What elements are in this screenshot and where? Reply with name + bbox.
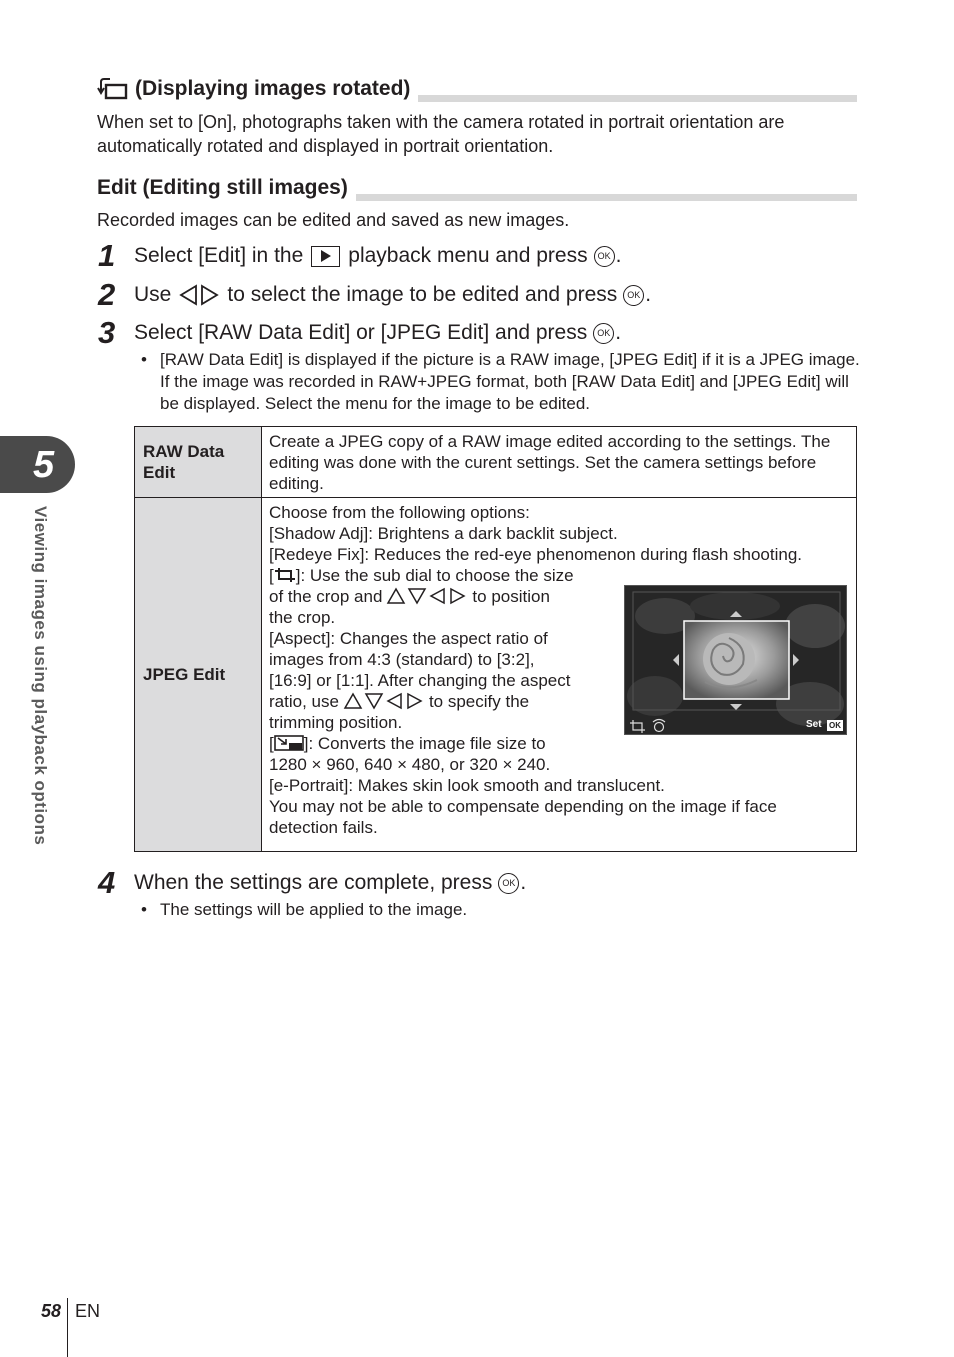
page-number: 58 [41, 1301, 62, 1321]
resize-icon [274, 735, 304, 751]
note-text: [RAW Data Edit] is displayed if the picture is a RAW image, [JPEG Edit] if it is a JPEG image. If the image was recorded in RAW+JPEG format, both [RAW Data Edit] and [JPEG Edit] will be displayed. Select the menu for the image to be edited. [160, 350, 860, 413]
label-line: Edit [143, 463, 176, 482]
step-3-note [141, 349, 861, 415]
step-text-part: . [615, 321, 622, 344]
step-4 [98, 865, 858, 901]
section-header-rotate [97, 74, 857, 102]
desc-line: [Redeye Fix]: Reduces the red-eye phenomenon during flash shooting. [269, 545, 802, 564]
rotate-display-icon [97, 77, 129, 101]
step-number: 1 [98, 238, 116, 273]
desc-line: the crop. [269, 608, 336, 627]
bullet-dot: • [141, 900, 147, 919]
jpeg-edit-label: JPEG Edit [135, 498, 262, 852]
jpeg-edit-content [269, 502, 850, 848]
desc-line: [Shadow Adj]: Brightens a dark backlit subject. [269, 524, 618, 543]
desc-line: trimming position. [269, 713, 403, 732]
desc-line: You may not be able to compensate depending on the image if face [269, 797, 777, 816]
label-line: RAW Data [143, 442, 225, 461]
step-1 [98, 238, 858, 274]
edit-intro: Recorded images can be edited and saved as new images. [97, 210, 570, 230]
section-header-edit [97, 173, 857, 201]
desc-line: images from 4:3 (standard) to [3:2], [269, 650, 535, 669]
step-text [134, 319, 621, 347]
step-text [134, 242, 621, 270]
ok-button-icon: OK [593, 323, 614, 344]
ok-button-icon: OK [623, 285, 644, 306]
step-text-part: . [615, 244, 622, 267]
step-text [134, 869, 526, 897]
ok-button-icon: OK [498, 873, 519, 894]
desc-text: ]: Use the sub dial to choose the size [295, 566, 574, 585]
footer-divider [67, 1298, 68, 1357]
section-title-edit: Edit (Editing still images) [97, 175, 356, 201]
arrow-keys-icon [343, 692, 425, 710]
chapter-number: 5 [33, 444, 55, 486]
step-text-part: . [645, 283, 652, 306]
desc-text: ratio, use [269, 692, 339, 711]
desc-line [269, 565, 850, 586]
table-row-raw [135, 427, 857, 498]
edit-options-table [134, 426, 857, 852]
bullet-dot: • [141, 350, 147, 369]
trim-screen-graphic [625, 586, 847, 735]
desc-line: 1280 × 960, 640 × 480, or 320 × 240. [269, 755, 551, 774]
desc-text: ]: Converts the image file size to [303, 734, 546, 753]
raw-data-edit-label [135, 427, 262, 498]
step-3 [98, 315, 858, 351]
camera-screen-illustration [624, 585, 847, 735]
desc-text: to position [472, 587, 550, 606]
desc-line: [Aspect]: Changes the aspect ratio of [269, 629, 548, 648]
desc-text: [ [269, 566, 274, 585]
chapter-side-title: Viewing images using playback options [31, 506, 50, 846]
screen-ok-badge: OK [829, 721, 841, 730]
chapter-tab [0, 436, 75, 493]
step-text-part: Select [Edit] in the [134, 244, 304, 267]
table-row-jpeg [135, 498, 857, 852]
jpeg-edit-description [262, 498, 857, 852]
step-text-part: Select [RAW Data Edit] or [JPEG Edit] and press [134, 321, 588, 344]
language-label: EN [75, 1301, 101, 1321]
step-text-part: playback menu and press [348, 244, 588, 267]
desc-line: [16:9] or [1:1]. After changing the aspect [269, 671, 571, 690]
section-title-rotate [97, 76, 418, 102]
step-text-part: to select the image to be edited and press [227, 283, 618, 306]
rotate-body: When set to [On], photographs taken with the camera rotated in portrait orientation are automatically rotated and displayed in portrait orientation. [97, 112, 785, 156]
note-text: The settings will be applied to the image. [160, 900, 468, 919]
desc-line: Choose from the following options: [269, 503, 530, 522]
step-number: 2 [98, 277, 116, 312]
step-2 [98, 277, 858, 313]
desc-text: of the crop and [269, 587, 383, 606]
desc-text: to specify the [428, 692, 530, 711]
desc-line [269, 733, 850, 754]
arrow-keys-icon [386, 587, 468, 605]
set-label: Set [806, 719, 822, 730]
desc-text: [ [269, 734, 274, 753]
step-text [134, 281, 651, 309]
step-number: 4 [98, 865, 116, 900]
step-number: 3 [98, 315, 116, 350]
raw-data-edit-description: Create a JPEG copy of a RAW image edited according to the settings. The editing was done with the curent settings. Set the camera settings before editing. [262, 427, 857, 498]
desc-line: [e-Portrait]: Makes skin look smooth and translucent. [269, 776, 665, 795]
section-title-rotate-text: (Displaying images rotated) [135, 77, 411, 100]
desc-line: detection fails. [269, 818, 378, 837]
ok-button-icon: OK [594, 246, 615, 267]
left-right-arrows-icon [179, 284, 219, 306]
step-text-part: When the settings are complete, press [134, 871, 493, 894]
step-4-note [141, 899, 861, 921]
step-text-part: . [520, 871, 527, 894]
playback-icon [311, 246, 340, 267]
trim-icon [274, 567, 296, 583]
step-text-part: Use [134, 283, 172, 306]
